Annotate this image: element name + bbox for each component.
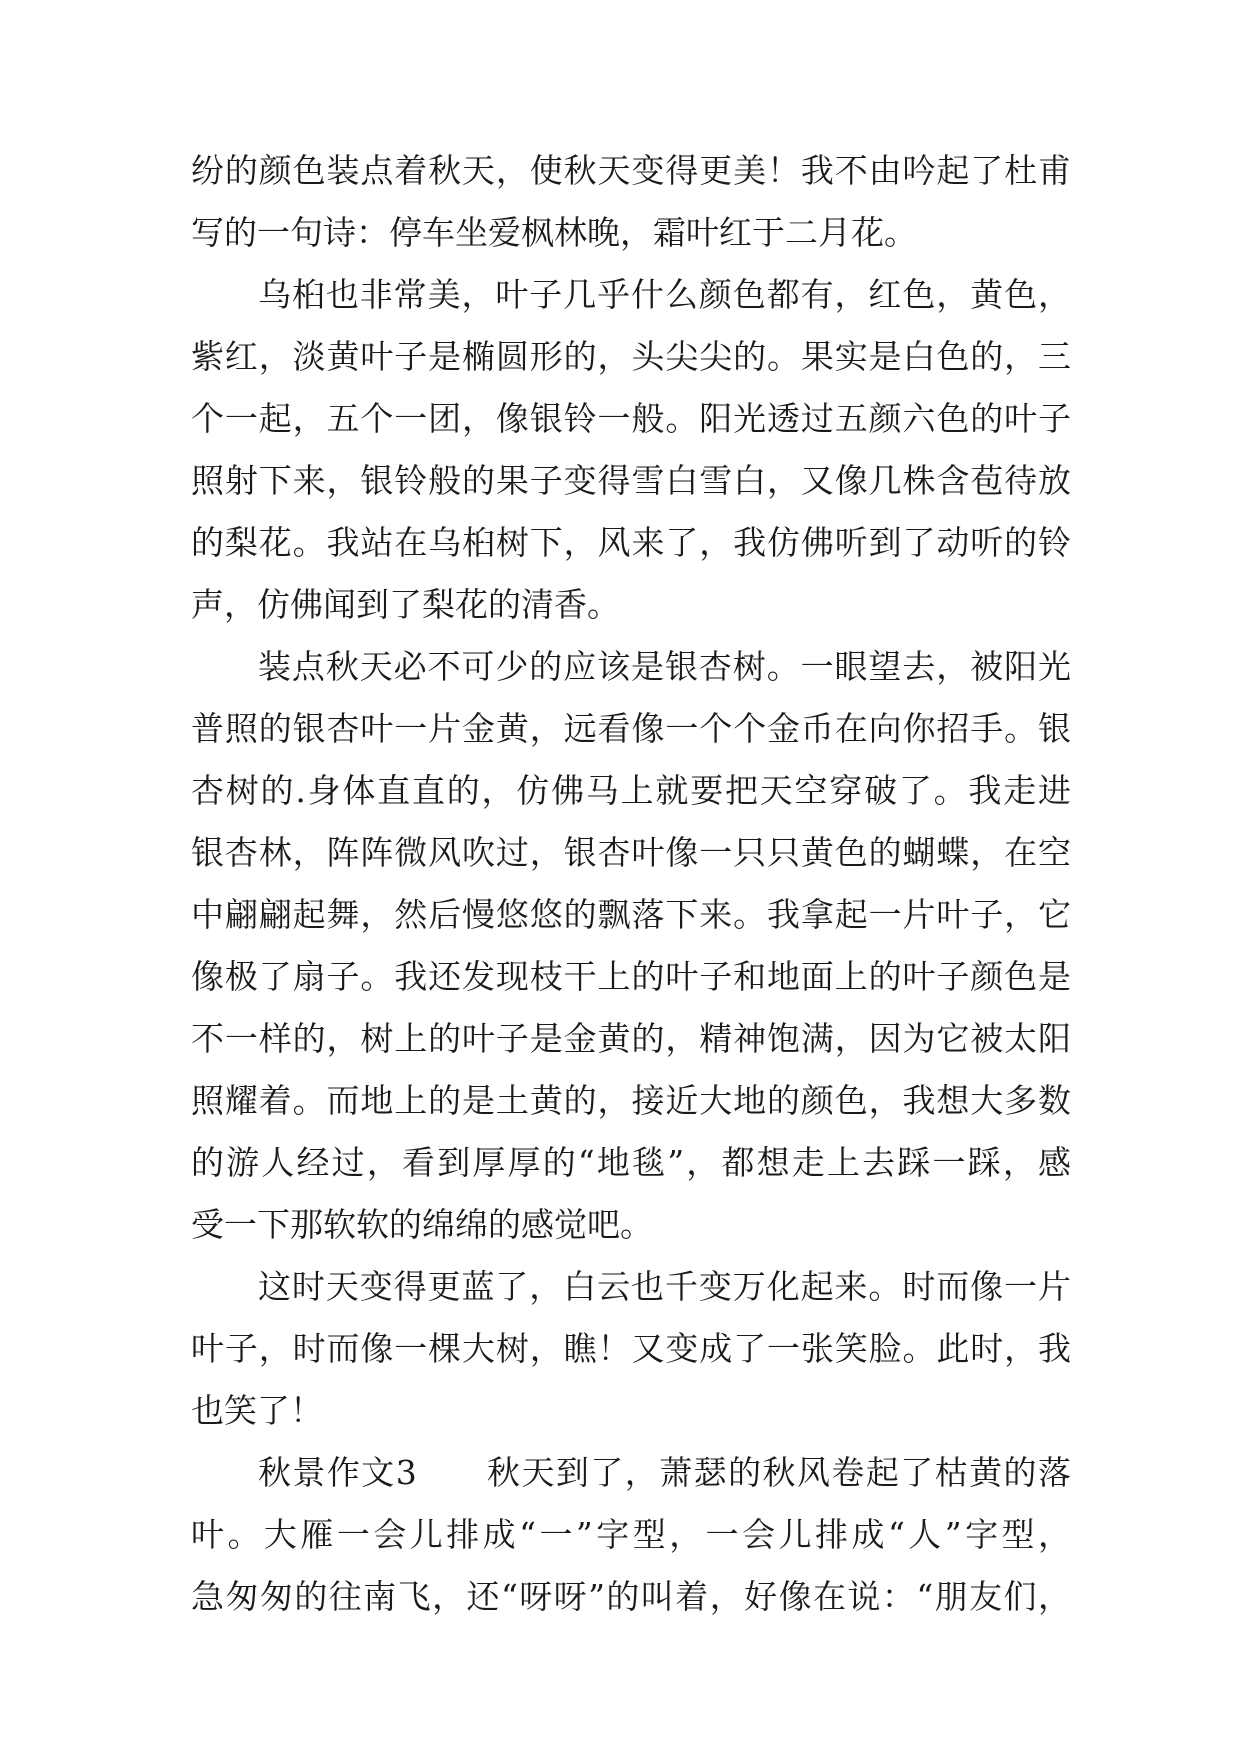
paragraph-first-line: 装点秋天必不可少的应该是银杏树。一眼望去，被阳光 bbox=[258, 647, 1071, 686]
text-line: 急匆匆的往南飞，还“呀呀”的叫着，好像在说：“朋友们， bbox=[191, 1577, 1071, 1616]
text-line: 写的一句诗：停车坐爱枫林晚，霜叶红于二月花。 bbox=[191, 213, 917, 252]
text-line: 杏树的.身体直直的，仿佛马上就要把天空穿破了。我走进 bbox=[191, 771, 1071, 810]
text-line: 个一起，五个一团，像银铃一般。阳光透过五颜六色的叶子 bbox=[191, 399, 1071, 438]
text-line: 像极了扇子。我还发现枝干上的叶子和地面上的叶子颜色是 bbox=[191, 957, 1071, 996]
paragraph-first-line: 乌桕也非常美，叶子几乎什么颜色都有，红色，黄色， bbox=[258, 275, 1071, 314]
text-line: 也笑了！ bbox=[191, 1391, 323, 1430]
text-line: 照耀着。而地上的是土黄的，接近大地的颜色，我想大多数 bbox=[191, 1081, 1071, 1120]
text-line: 不一样的，树上的叶子是金黄的，精神饱满，因为它被太阳 bbox=[191, 1019, 1071, 1058]
paragraph-first-line: 秋景作文3 秋天到了，萧瑟的秋风卷起了枯黄的落 bbox=[258, 1453, 1071, 1492]
text-line: 紫红，淡黄叶子是椭圆形的，头尖尖的。果实是白色的，三 bbox=[191, 337, 1071, 376]
text-line: 中翩翩起舞，然后慢悠悠的飘落下来。我拿起一片叶子，它 bbox=[191, 895, 1071, 934]
text-line: 的梨花。我站在乌桕树下，风来了，我仿佛听到了动听的铃 bbox=[191, 523, 1071, 562]
text-line: 受一下那软软的绵绵的感觉吧。 bbox=[191, 1205, 653, 1244]
text-line: 纷的颜色装点着秋天，使秋天变得更美！我不由吟起了杜甫 bbox=[191, 151, 1071, 190]
text-line: 的游人经过，看到厚厚的“地毯”，都想走上去踩一踩，感 bbox=[191, 1143, 1071, 1182]
text-line: 叶。大雁一会儿排成“一”字型，一会儿排成“人”字型， bbox=[191, 1515, 1071, 1554]
text-line: 银杏林，阵阵微风吹过，银杏叶像一只只黄色的蝴蝶，在空 bbox=[191, 833, 1071, 872]
paragraph-first-line: 这时天变得更蓝了，白云也千变万化起来。时而像一片 bbox=[258, 1267, 1071, 1306]
text-line: 普照的银杏叶一片金黄，远看像一个个金币在向你招手。银 bbox=[191, 709, 1071, 748]
text-line: 照射下来，银铃般的果子变得雪白雪白，又像几株含苞待放 bbox=[191, 461, 1071, 500]
text-line: 叶子，时而像一棵大树，瞧！又变成了一张笑脸。此时，我 bbox=[191, 1329, 1071, 1368]
text-line: 声，仿佛闻到了梨花的清香。 bbox=[191, 585, 620, 624]
